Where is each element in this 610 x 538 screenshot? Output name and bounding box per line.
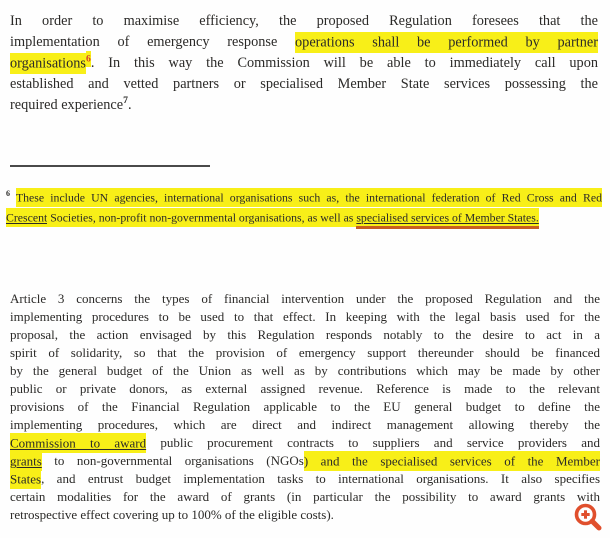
text-segment: . In this way the Commission will be able to immediately call upon bbox=[90, 55, 598, 71]
text-segment: In order to maximise efficiency, the proposed Regulation foresees that the bbox=[10, 13, 598, 29]
text-line bbox=[10, 488, 600, 506]
text-segment: retrospective effect covering up to 100% of the eligible costs). bbox=[10, 507, 334, 522]
text-line bbox=[10, 32, 598, 53]
text-segment: certain modalities for the award of grants (in particular the possibility to award grants with bbox=[10, 489, 600, 504]
highlighted-text: These include UN agencies, international organisations such as, the international federation of Red Cross and Red bbox=[16, 188, 602, 208]
text-segment: implementing procedures to be used to that effect. In keeping with the legal basis used for the bbox=[10, 309, 600, 324]
text-segment: implementation of emergency response bbox=[10, 34, 296, 50]
highlighted-text: grants bbox=[10, 451, 42, 472]
text-segment: required experience bbox=[10, 97, 124, 113]
text-line bbox=[10, 434, 600, 452]
highlighted-text: ) and the specialised services of the Member bbox=[304, 451, 600, 472]
text-segment: implementing procedures, which are direct and indirect management allowing thereby the bbox=[10, 417, 600, 432]
text-segment: public procurement contracts to suppliers and service providers and bbox=[146, 435, 601, 450]
text-line bbox=[10, 452, 600, 470]
footnote-reference: 6 bbox=[86, 51, 91, 68]
text-line bbox=[10, 11, 598, 32]
highlighted-text: Crescent bbox=[6, 208, 47, 228]
text-line bbox=[10, 398, 600, 416]
text-segment: , and entrust budget implementation tasks to international organisations. It also specifies bbox=[41, 471, 600, 486]
text-segment: proposal, the action envisaged by this Regulation responds notably to the desire to act in a bbox=[10, 327, 600, 342]
text-line bbox=[10, 290, 600, 308]
footnote-6 bbox=[6, 187, 602, 227]
text-segment: provisions of the Financial Regulation applicable to the EU general budget to define the bbox=[10, 399, 600, 414]
paragraph-article-3 bbox=[10, 290, 600, 524]
text-line bbox=[10, 74, 598, 95]
text-segment: to non-governmental organisations (NGOs bbox=[41, 453, 304, 468]
text-segment: established and vetted partners or specialised Member State services possessing the bbox=[10, 76, 598, 92]
zoom-in-icon[interactable] bbox=[572, 501, 604, 533]
text-segment: by the general budget of the Union as well as by contributions which may be made by other bbox=[10, 363, 600, 378]
footnote-separator bbox=[10, 165, 210, 167]
text-line bbox=[10, 95, 598, 116]
highlighted-text: organisations bbox=[10, 53, 86, 75]
text-line bbox=[10, 506, 600, 524]
text-line bbox=[10, 308, 600, 326]
text-line bbox=[10, 344, 600, 362]
text-line bbox=[10, 362, 600, 380]
magnifier-plus-glyph bbox=[572, 501, 604, 533]
text-line bbox=[10, 416, 600, 434]
paragraph-implementation bbox=[10, 11, 598, 116]
highlighted-text: States bbox=[10, 469, 41, 490]
footnote-reference: 6 bbox=[6, 189, 11, 199]
text-segment: public or private donors, as external assigned revenue. Reference is made to the relevant bbox=[10, 381, 600, 396]
highlighted-text: operations shall be performed by partner bbox=[295, 32, 598, 54]
highlighted-text: specialised services of Member States. bbox=[356, 208, 538, 230]
highlighted-text: Societies, non-profit non-governmental organisations, as well as bbox=[47, 208, 356, 228]
text-segment: Article 3 concerns the types of financial intervention under the proposed Regulation and the bbox=[10, 291, 600, 306]
text-line bbox=[6, 187, 602, 207]
text-segment: spirit of solidarity, so that the provision of emergency support thereunder should be financed bbox=[10, 345, 600, 360]
text-line bbox=[10, 470, 600, 488]
text-line bbox=[10, 53, 598, 74]
text-line bbox=[10, 380, 600, 398]
text-line bbox=[10, 326, 600, 344]
footnote-reference: 7 bbox=[123, 95, 128, 107]
text-segment: . bbox=[127, 97, 132, 113]
text-line bbox=[6, 207, 602, 227]
highlighted-text: Commission to award bbox=[10, 433, 146, 454]
